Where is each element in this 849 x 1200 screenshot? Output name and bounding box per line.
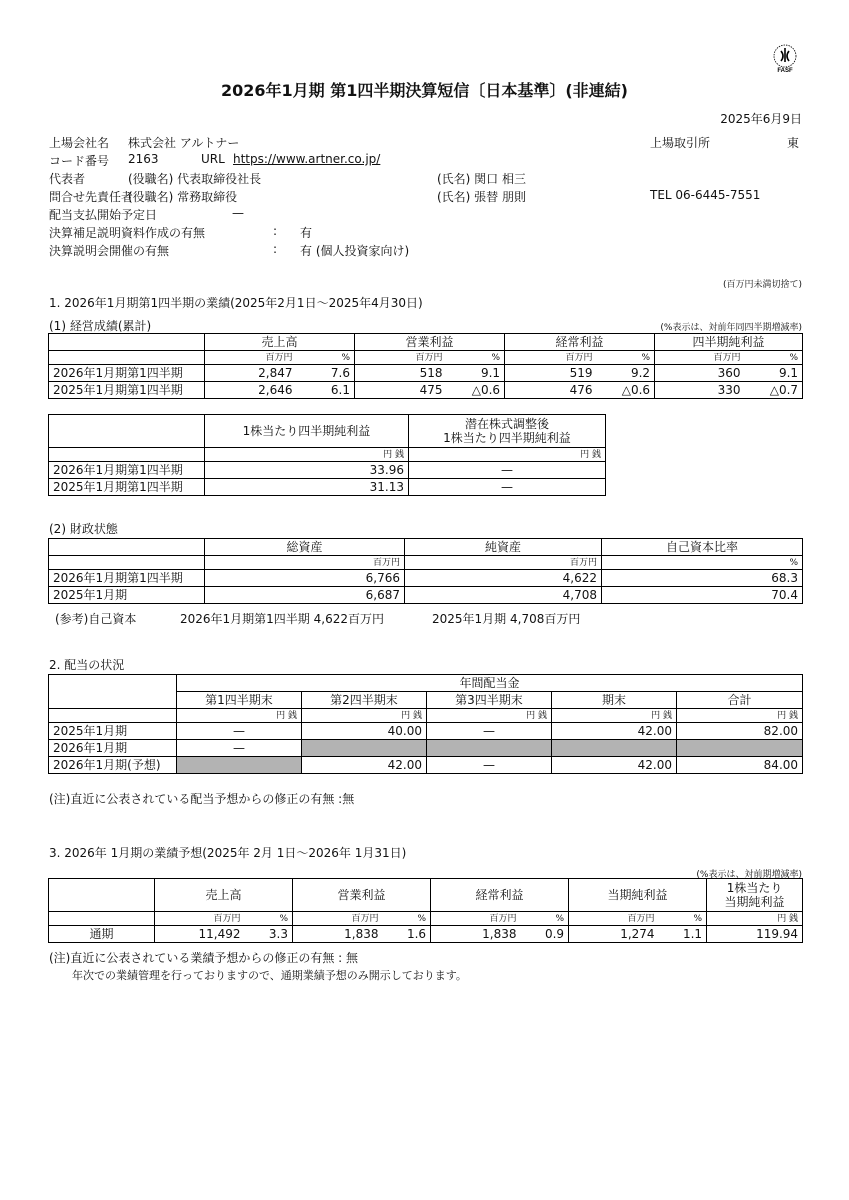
section3-note1: (注)直近に公表されている業績予想からの修正の有無 : 無 [49,951,359,965]
table-cell: — [427,723,552,740]
header-sales: 売上高 [155,879,293,912]
table-cell: 2026年1月期 [49,740,177,757]
div-start: — [232,206,244,220]
table-cell: 円 銭 [177,709,302,723]
header-op-income: 営業利益 [355,334,505,351]
header-eps: 1株当たり 当期純利益 [707,879,803,912]
table-cell [427,740,552,757]
table-cell: 84.00 [677,757,803,774]
company-url-link[interactable]: https://www.artner.co.jp/ [233,152,381,166]
results-table [48,333,803,399]
table-cell: 1.1 [659,926,707,943]
section3-title: 3. 2026年 1月期の業績予想(2025年 2月 1日〜2026年 1月31日) [49,846,407,860]
header-q1: 第1四半期末 [177,692,302,709]
section2-title: 2. 配当の状況 [49,658,125,672]
ref-equity-current: 2026年1月期第1四半期 4,622百万円 [180,612,384,626]
header-ord-income: 経常利益 [505,334,655,351]
table-cell: 百万円 [655,351,745,365]
table-cell: — [409,479,606,496]
header-year-end: 期末 [552,692,677,709]
page-title: 2026年1月期 第1四半期決算短信〔日本基準〕(非連結) [221,81,628,100]
table-cell: 2026年1月期第1四半期 [49,365,205,382]
table-cell: — [427,757,552,774]
table-cell [49,448,205,462]
table-cell: △0.6 [597,382,655,399]
supp-value: 有 [300,226,313,240]
table-row [49,448,606,462]
table-cell: % [659,912,707,926]
rep-label: 代表者 [49,172,86,186]
header-q3: 第3四半期末 [427,692,552,709]
table-cell: 70.4 [602,587,803,604]
section3-note2: 年次での業績管理を行っておりますので、通期業績予想のみ開示しております。 [72,969,467,982]
table-cell: 0.9 [521,926,569,943]
table-cell: 475 [355,382,447,399]
supp-colon: : [273,224,278,238]
table-row [49,879,803,912]
contact-label: 問合せ先責任者 [49,190,134,204]
table-cell: — [177,723,302,740]
table-cell: 2026年1月期第1四半期 [49,462,205,479]
header-q2: 第2四半期末 [302,692,427,709]
table-cell: 11,492 [155,926,245,943]
header-annual-dividend: 年間配当金 [177,675,803,692]
section1-title: 1. 2026年1月期第1四半期の業績(2025年2月1日〜2025年4月30日) [49,296,423,310]
table-cell: 円 銭 [409,448,606,462]
section2-note: (注)直近に公表されている配当予想からの修正の有無 :無 [49,792,355,806]
table-cell: % [597,351,655,365]
table-row [49,334,803,351]
header-net-income: 四半期純利益 [655,334,803,351]
table-row [49,587,803,604]
table-cell: 4,708 [405,587,602,604]
table-cell [302,740,427,757]
company-name-label: 上場会社名 [49,136,110,150]
table-cell: 2025年1月期 [49,587,205,604]
corner-cell [49,675,177,709]
contact-title: (役職名) 常務取締役 [128,190,238,204]
table-cell: 6.1 [297,382,355,399]
table-row [49,479,606,496]
contact-name: (氏名) 張替 朋則 [437,190,526,204]
section1-sub2: (2) 財政状態 [49,522,118,536]
table-row [49,365,803,382]
table-row [49,740,803,757]
table-cell [49,912,155,926]
eps-table [48,414,606,496]
table-cell: 百万円 [355,351,447,365]
table-cell: % [602,556,803,570]
table-cell [49,556,205,570]
table-cell: 円 銭 [677,709,803,723]
table-cell: 33.96 [205,462,409,479]
table-cell: △0.7 [745,382,803,399]
ref-label: (参考)自己資本 [55,612,137,626]
ref-equity-prior: 2025年1月期 4,708百万円 [432,612,581,626]
section1-sub1: (1) 経営成績(累計) [49,319,152,333]
header-equity-ratio: 自己資本比率 [602,539,803,556]
header-sales: 売上高 [205,334,355,351]
table-row [49,709,803,723]
table-row [49,556,803,570]
table-cell [49,351,205,365]
table-cell: % [383,912,431,926]
brief-label: 決算説明会開催の有無 [49,244,170,258]
table-cell: 518 [355,365,447,382]
table-cell: 82.00 [677,723,803,740]
table-cell: 1.6 [383,926,431,943]
table-cell: 1,838 [293,926,383,943]
rep-name: (氏名) 関口 相三 [437,172,526,186]
report-date: 2025年6月9日 [720,112,802,126]
table-cell: 42.00 [552,723,677,740]
table-cell [49,709,177,723]
table-cell: % [521,912,569,926]
header-eps: 1株当たり四半期純利益 [205,415,409,448]
table-cell: 330 [655,382,745,399]
header-total: 合計 [677,692,803,709]
table-cell: 3.3 [245,926,293,943]
table-cell: △0.6 [447,382,505,399]
table-cell: 9.2 [597,365,655,382]
table-cell: 百万円 [569,912,659,926]
table-cell: 2025年1月期 [49,723,177,740]
table-cell [177,757,302,774]
header-ord-income: 経常利益 [431,879,569,912]
rounding-note: (百万円未満切捨て) [722,280,802,290]
header-net-income: 当期純利益 [569,879,707,912]
div-start-label: 配当支払開始予定日 [49,208,158,222]
table-cell: 9.1 [447,365,505,382]
table-cell: % [297,351,355,365]
table-cell: — [177,740,302,757]
supp-label: 決算補足説明資料作成の有無 [49,226,206,240]
table-cell: 4,622 [405,570,602,587]
corner-cell [49,334,205,351]
table-cell: 百万円 [205,351,297,365]
brief-value: 有 (個人投資家向け) [300,244,410,258]
corner-cell [49,415,205,448]
table-cell: 円 銭 [427,709,552,723]
table-cell: 9.1 [745,365,803,382]
fasf-logo [772,44,798,74]
table-cell: % [245,912,293,926]
table-cell: 1,838 [431,926,521,943]
table-cell: 通期 [49,926,155,943]
table-row [49,926,803,943]
forecast-table [48,878,803,943]
table-cell: 百万円 [405,556,602,570]
table-row [49,570,803,587]
table-cell: 円 銭 [552,709,677,723]
table-cell: 円 銭 [707,912,803,926]
table-cell: 119.94 [707,926,803,943]
table-cell [677,740,803,757]
contact-tel: TEL 06-6445-7551 [650,188,761,202]
exchange: 東 [787,136,800,150]
table-cell: 円 銭 [205,448,409,462]
section1-sub1-note: (%表示は、対前年同四半期増減率) [660,323,802,333]
table-cell: 百万円 [293,912,383,926]
table-cell: 百万円 [431,912,521,926]
table-row [49,351,803,365]
table-cell: 2025年1月期第1四半期 [49,479,205,496]
rep-title: (役職名) 代表取締役社長 [128,172,262,186]
table-cell: — [409,462,606,479]
table-cell: 360 [655,365,745,382]
header-diluted-eps: 潜在株式調整後 1株当たり四半期純利益 [409,415,606,448]
header-net-assets: 純資産 [405,539,602,556]
table-cell: 2,847 [205,365,297,382]
header-op-income: 営業利益 [293,879,431,912]
table-row [49,723,803,740]
table-cell: 2026年1月期(予想) [49,757,177,774]
dividends-table [48,674,803,774]
table-cell: 2,646 [205,382,297,399]
table-row [49,382,803,399]
table-cell: % [745,351,803,365]
corner-cell [49,539,205,556]
code: 2163 [128,152,159,166]
table-cell: 68.3 [602,570,803,587]
table-row [49,415,606,448]
table-cell: 百万円 [155,912,245,926]
table-row [49,462,606,479]
table-cell: 519 [505,365,597,382]
table-row [49,757,803,774]
table-cell: 40.00 [302,723,427,740]
section3-note-top: (%表示は、対前期増減率) [696,870,802,880]
table-row [49,539,803,556]
table-row [49,675,803,692]
company-name: 株式会社 アルトナー [128,136,240,150]
corner-cell [49,879,155,912]
table-cell: 2025年1月期第1四半期 [49,382,205,399]
table-cell: 42.00 [552,757,677,774]
code-label: コード番号 [49,154,110,168]
brief-colon: : [273,242,278,256]
table-cell: 百万円 [205,556,405,570]
table-cell: 7.6 [297,365,355,382]
table-cell: 31.13 [205,479,409,496]
financial-position-table [48,538,803,604]
table-cell: 6,766 [205,570,405,587]
table-cell: 百万円 [505,351,597,365]
table-row [49,912,803,926]
table-cell [552,740,677,757]
header-total-assets: 総資産 [205,539,405,556]
table-cell: 42.00 [302,757,427,774]
table-cell: % [447,351,505,365]
table-cell: 2026年1月期第1四半期 [49,570,205,587]
url-label: URL [201,152,225,166]
logo-text: FASF [777,68,793,74]
exchange-label: 上場取引所 [650,136,711,150]
table-cell: 円 銭 [302,709,427,723]
table-cell: 1,274 [569,926,659,943]
table-cell: 6,687 [205,587,405,604]
table-cell: 476 [505,382,597,399]
